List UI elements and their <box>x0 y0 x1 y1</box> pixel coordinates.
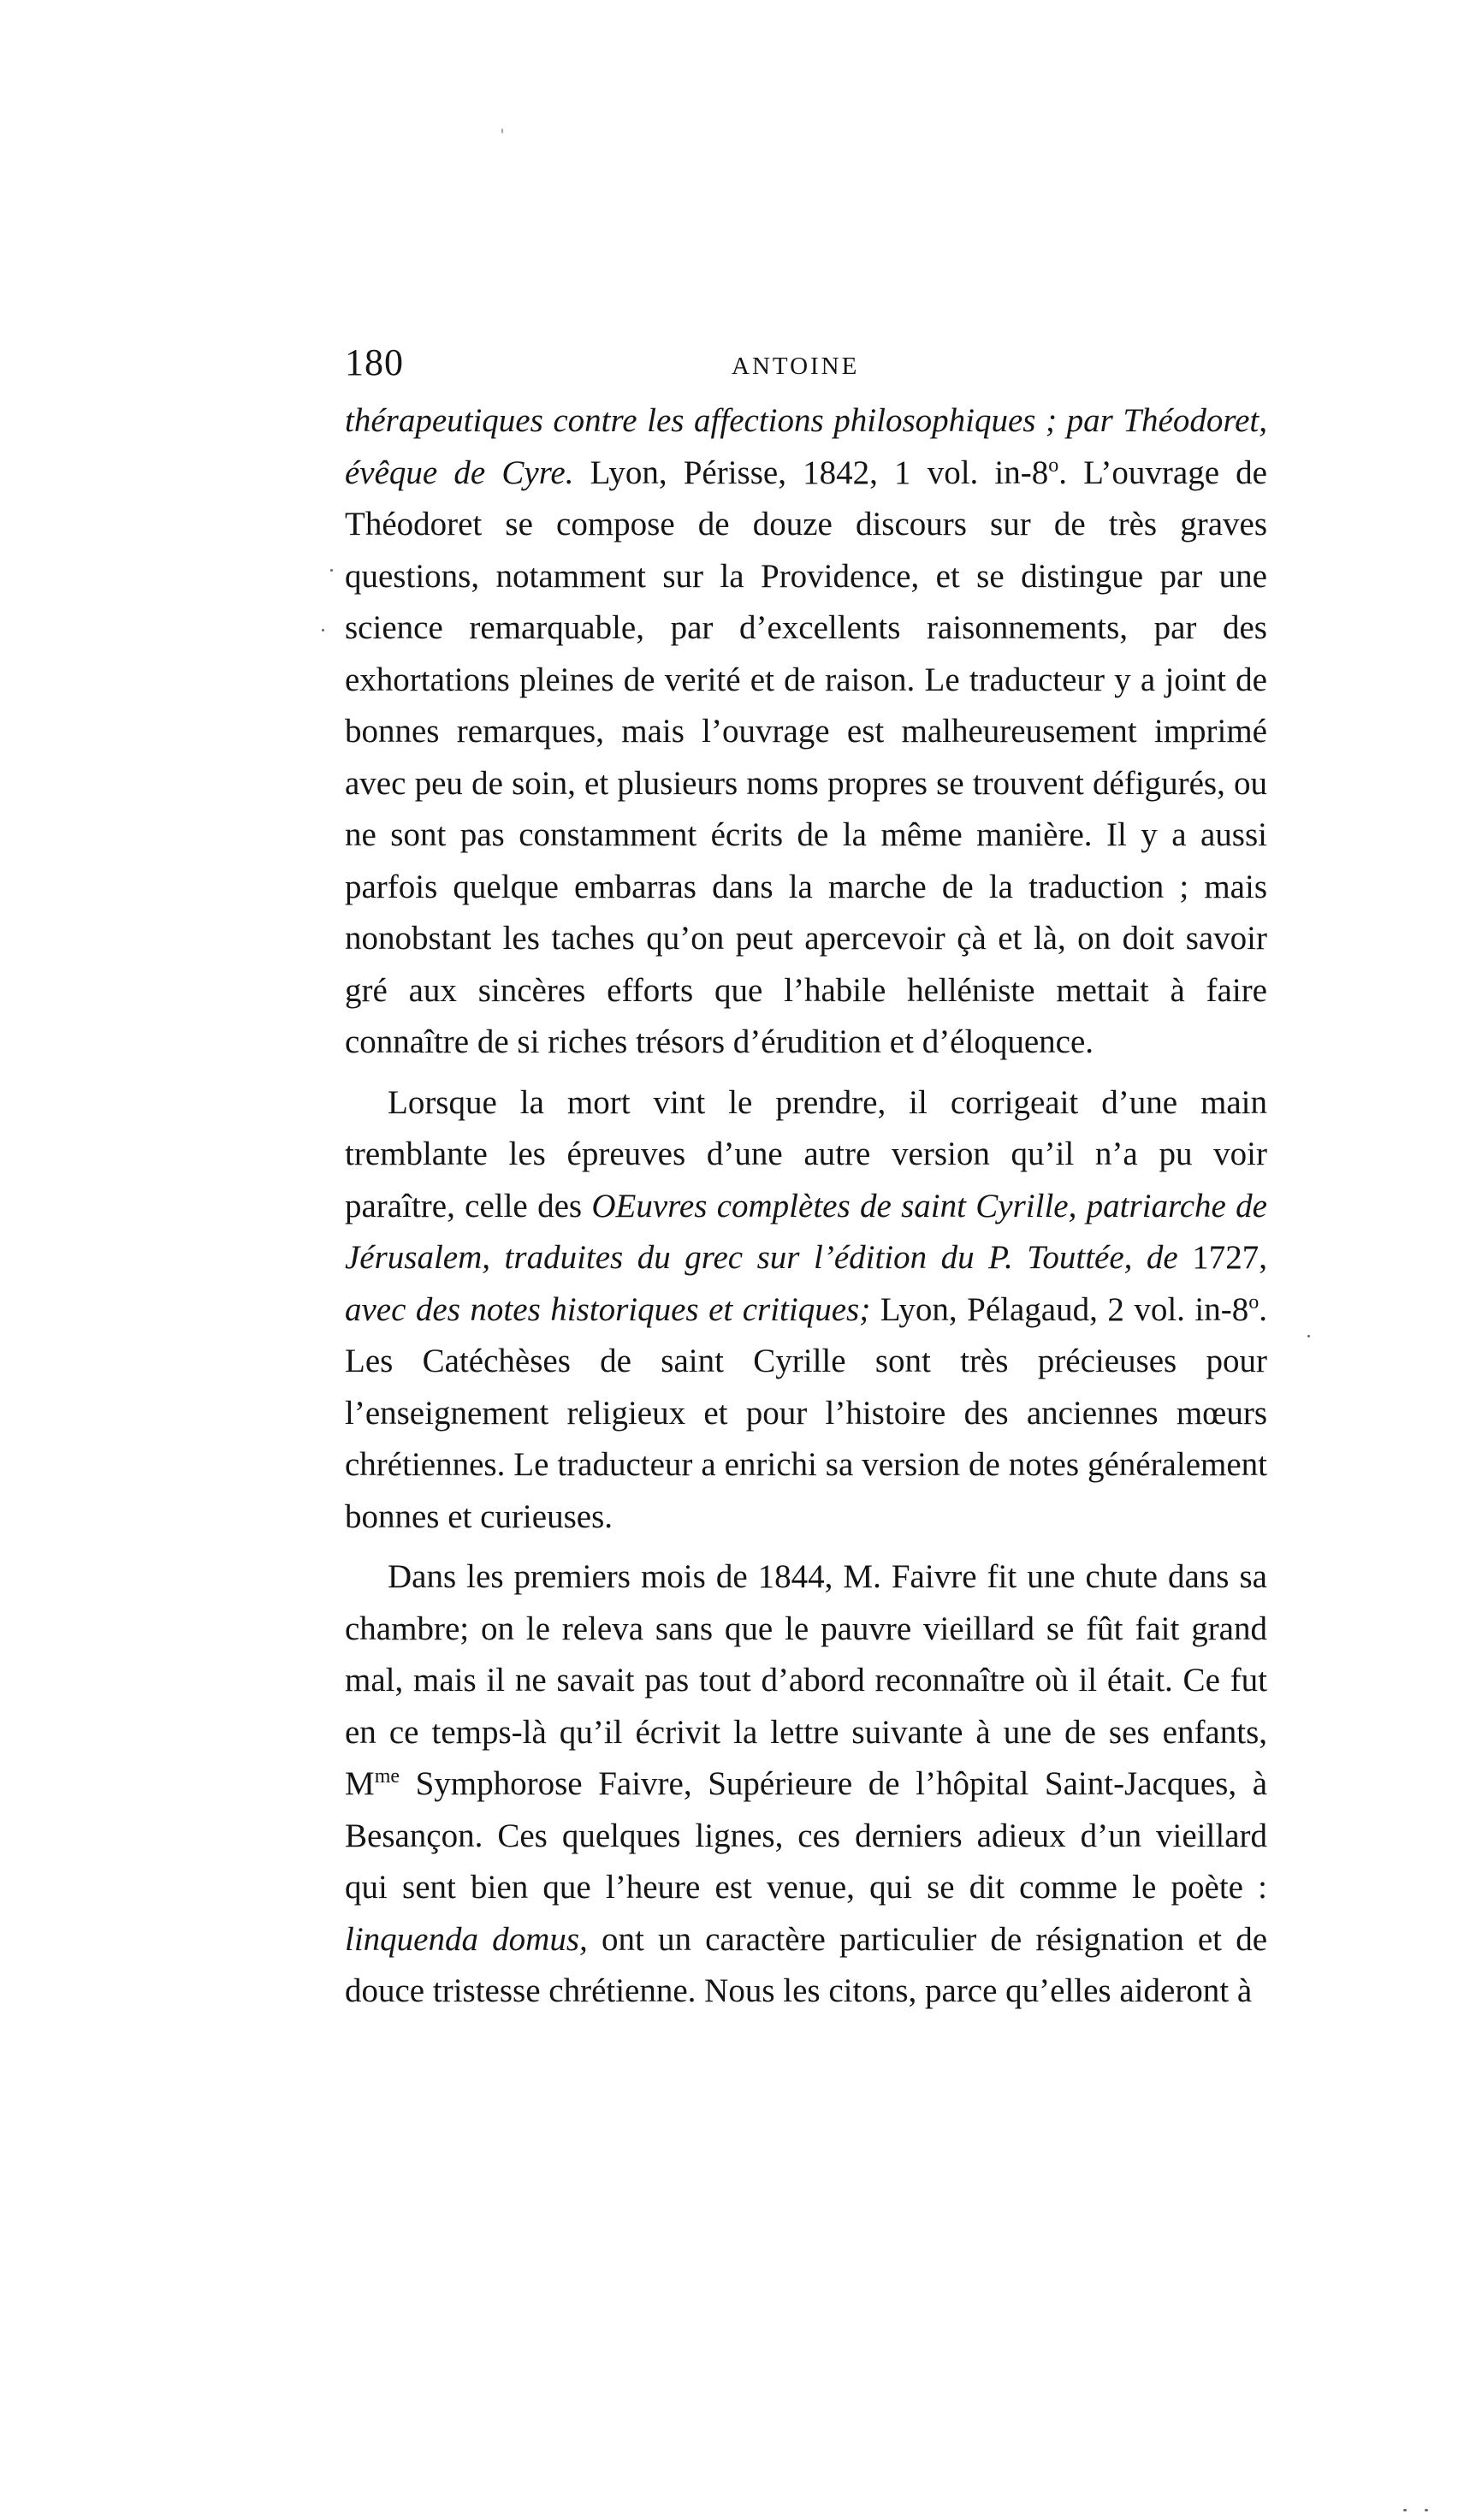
scan-speck <box>1425 2509 1428 2511</box>
text-run: . L’ouvrage de Théodoret se compose de douze discours sur de très graves questions, notamment sur la Providence, et se distingue par une science remarquable, par d’excellents raisonnements, par des exhortations pleines de verité et de raison. Le traducteur y a joint de bonnes remarques, mais l’ouvrage est malheureusement imprimé avec peu de soin, et plusieurs noms propres se trouvent défigurés, ou ne sont pas constamment écrits de la même manière. Il y a aussi parfois quelque embarras dans la marche de la traduction ; mais nonobstant les taches qu’on peut apercevoir çà et là, on doit savoir gré aux sincères efforts que l’habile helléniste mettait à faire connaître de si riches trésors d’érudition et d’éloquence. <box>345 454 1267 1060</box>
scan-speck <box>330 569 333 572</box>
scan-speck <box>1403 2509 1407 2511</box>
italic-text: linquenda domus, <box>345 1920 588 1958</box>
italic-text: avec des notes historiques et critiques; <box>345 1290 871 1328</box>
scan-speck <box>1307 1335 1310 1337</box>
page-header <box>345 341 1260 392</box>
italic-text: thérapeutiques contre les affections philosophiques ; par Théodoret, évêque de Cyre. <box>345 402 1267 491</box>
scan-speck <box>322 629 324 631</box>
text-run: Lyon, Périsse, 1842, 1 vol. in-8 <box>573 454 1049 491</box>
text-run: Symphorose Faivre, Supérieure de l’hôpital Saint-Jacques, à Besançon. Ces quelques lignes, ces derniers adieux d’un vieillard qui sent bien que l’heure est venue, qui se dit comme le poète : <box>345 1765 1267 1906</box>
text-run: ont un caractère particulier de résignation et de douce tristesse chrétienne. Nous les citons, parce qu’elles aideront à <box>345 1920 1268 2009</box>
scan-speck <box>501 128 503 133</box>
superscript: me <box>374 1765 400 1788</box>
superscript: o <box>1248 1290 1260 1313</box>
text-run: Dans les premiers mois de 1844, M. Faivre fit une chute dans sa chambre; on le releva sans que le pauvre vieillard se fût fait grand mal, mais il ne savait pas tout d’abord reconnaître où il était. Ce fut en ce temps-là qu’il écrivit la lettre suivante à une de ses enfants, M <box>345 1558 1267 1802</box>
paragraph <box>345 1077 1267 1544</box>
text-run: Lorsque la mort vint le prendre, il corrigeait d’une main tremblante les épreuves d’une autre version qu’il n’a pu voir paraître, celle des <box>345 1083 1267 1224</box>
running-head: ANTOINE <box>732 353 860 380</box>
text-run: 1727, <box>1177 1239 1268 1276</box>
paragraph <box>345 395 1267 1069</box>
italic-text: OEuvres complètes de saint Cyrille, patriarche de Jérusalem, traduites du grec sur l’édition du P. Touttée, de <box>345 1187 1267 1276</box>
paragraph <box>345 1551 1267 2018</box>
page-number: 180 <box>345 341 404 383</box>
superscript: o <box>1048 454 1059 477</box>
text-run: Lyon, Pélagaud, 2 vol. in-8 <box>870 1290 1249 1328</box>
text-run: . Les Catéchèses de saint Cyrille sont très précieuses pour l’enseignement religieux et pour l’histoire des anciennes mœurs chrétiennes. Le traducteur a enrichi sa version de notes généralement bonnes et curieuses. <box>345 1290 1267 1535</box>
body-text <box>345 395 1267 2018</box>
